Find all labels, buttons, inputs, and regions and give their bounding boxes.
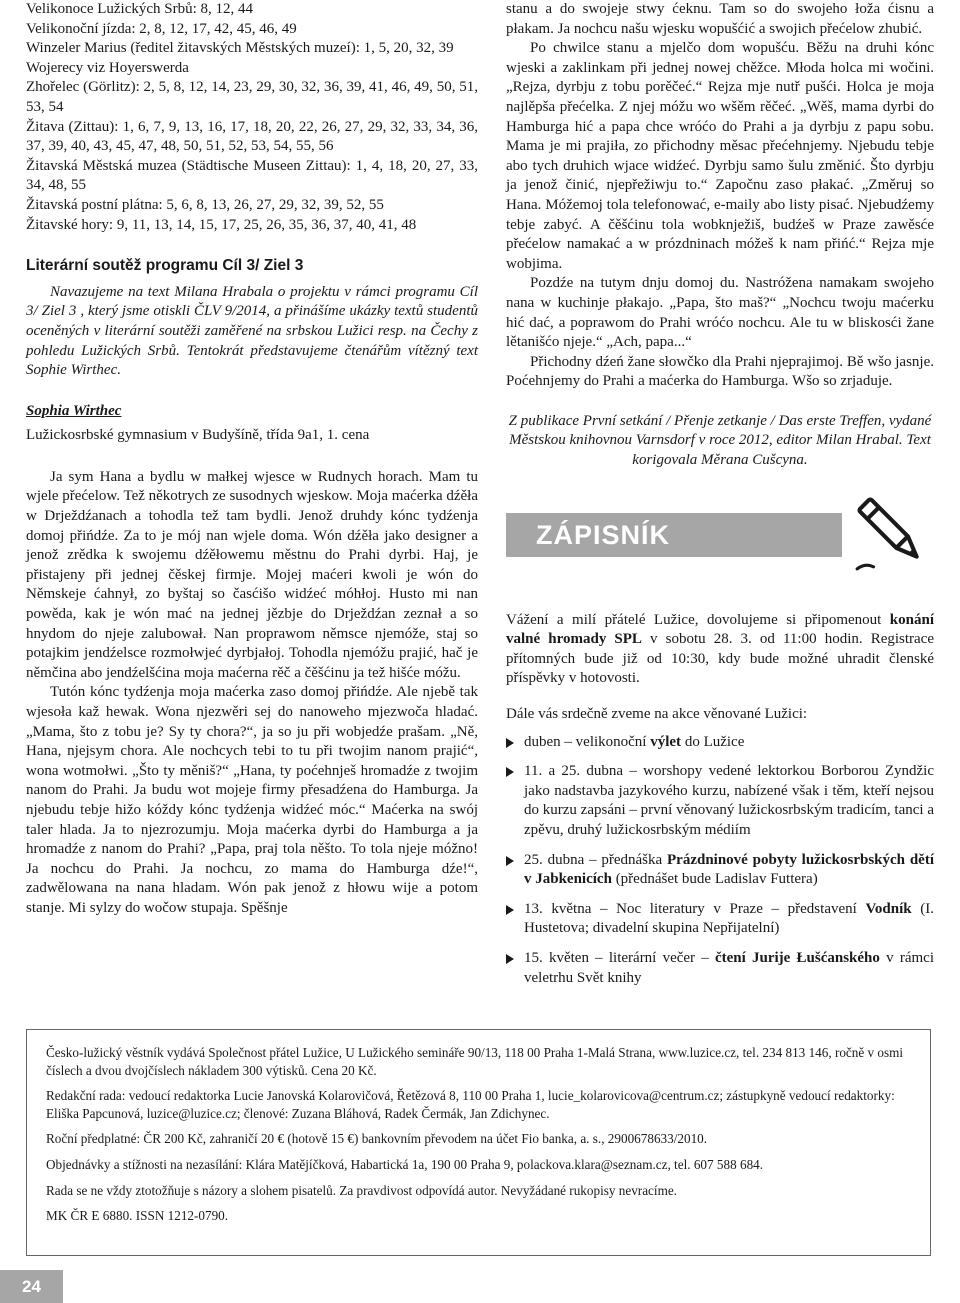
article-paragraph: Tutón kónc tydźenja moja maćerka zaso domoj přińdźe. Ale njebě tak wjesoła kaž hewak. Wona njezwěri sej do nanoweho mjezwoča hladać. „Mama, što z tobu je? Sy ty chora?“, ja so ju při wobjedźe prašam. „Ně, Hana, njejsym chora. Ale nochcych tebi to tu při twojim nanom prajić“, wona wotmołwi. „Što ty měniš?“ „Hana, ty poćehnješ hromadźe z twojim nanom do Prahi. Ja budu wot mojeje firmy přesadźena do Hamburga. Ja njebudu tebje hižo kóždy kónc tydźenja widźeć móc.“ Maćerka na swój taler hlada. Ja to njezrozumju. Moja maćerka dyrbi do Hamburga a ja hromadźe z nanom do Prahi? „Papa, praj tola něšto. To tola njeje móžno! Ja nochcu do Prahi. Ja nochcu, zo mama do Hamburga dźe!“, zadwělowana na nana hladam. Wón pak jenož z hłowu wije a potom stanje. Mi sylzy do wočow stupaja. Spěšnje (26, 684, 478, 916)
list-item: 15. květen – literární večer – čtení Jurije Łušćanského v rámci veletrhu Svět knihy (506, 949, 934, 988)
zapisnik-header (506, 499, 934, 591)
zapisnik-title: ZÁPISNÍK (506, 513, 842, 557)
imprint-box (26, 1029, 931, 1256)
imprint-line: MK ČR E 6880. ISSN 1212-0790. (46, 1208, 229, 1224)
article-paragraph: stanu a do swojeje stwy ćeknu. Tam so do swojeho łoža ćisnu a płakam. Ja nochcu našu wjesku wopušćić a swojich přećelow zhubić. (506, 1, 934, 37)
article-school: Lužickosrbské gymnasium v Budyšíně, třída 9a1, 1. cena (26, 427, 370, 444)
pen-icon (851, 491, 933, 573)
triangle-bullet-icon (506, 954, 514, 964)
index-entry: Velikonoční jízda: 2, 8, 12, 17, 42, 45, 46, 49 (26, 20, 297, 37)
list-item: 13. května – Noc literatury v Praze – představení Vodník (I. Hustetova; divadelní skupina Nepřijatelní) (506, 900, 934, 939)
index-entry: Zhořelec (Görlitz): 2, 5, 8, 12, 14, 23, 29, 30, 32, 36, 39, 41, 46, 49, 50, 51, 53, 54 (26, 79, 478, 115)
imprint-line: Česko-lužický věstník vydává Společnost přátel Lužice, U Lužického semináře 90/13, 118 00 Praha 1-Malá Strana, www.luzice.cz, tel. 234 813 146, ročně v osmi číslech a dvou dvojčíslech nákladem 300 výtisků. Cena 20 Kč. (46, 1045, 904, 1078)
imprint-line: Objednávky a stížnosti na nezasílání: Klára Matějíčková, Habartická 1a, 190 00 Praha 9, polackova.klara@seznam.cz, tel. 607 588 684. (46, 1156, 764, 1172)
triangle-bullet-icon (506, 767, 514, 777)
index-entry: Velikonoce Lužických Srbů: 8, 12, 44 (26, 1, 254, 17)
imprint-line: Rada se ne vždy ztotožňuje s názory a slohem pisatelů. Za pravdivost odpovídá autor. Nevyžádané rukopisy nevracíme. (46, 1182, 677, 1198)
imprint-line: Redakční rada: vedoucí redaktorka Lucie Janovská Kolarovičová, Řetězová 8, 110 00 Praha 1, lucie_kolarovicova@centrum.cz; zástupkyně vedoucí redaktorky: Eliška Papcunová, luzice@luzice.cz; členové: Zuzana Bláhová, Radek Čermák, Jan Zdichynec. (46, 1088, 895, 1121)
events-list (506, 733, 934, 989)
index-entry: Žitavská postní plátna: 5, 6, 8, 13, 26, 27, 29, 32, 39, 52, 55 (26, 196, 384, 213)
left-column (26, 0, 478, 919)
article-source: Z publikace První setkání / Přenje zetkanje / Das erste Treffen, vydané Městskou knihovnou Varnsdorf v roce 2012, editor Milan Hrabal. Text korigovala Měrana Cušcyna. (508, 412, 932, 469)
article-paragraph: Ja sym Hana a bydlu w małkej wjesce w Rudnych horach. Mam tu wjele přećelow. Tež někotrych ze susodnych wjeskow. Moja maćerka dźěła w Drježdźanach a tohodla tež tam bydli. Jenož druhdy kónc tydźenja domoj přińdźe. Za to je mój nan wjele doma. Wón dźěła jako designer a jenož zrědka k swojemu dźěłowemu městnu do Prahi dyrbi. Haj, je přistajeny při jednej čěskej firmje. Mojej maćeri kwoli je wón do Němskeje ćahnył, zo byštaj so časćišo widźeć móhłoj. Husto mi nan powěda, kak je wón mać na jednej jězbje do Drježdźan zeznał a so hnydom do njeje zalubował. Nan proprawom němsce njemóže, staj so potajkim jendźelsce rozmołwjeć dyrbjałoj. Tohodla njemóžu prajić, hač je němčina abo jendźelšćina moja maćerna rěč a čěšćinu ja tež hišće móžu. (26, 468, 478, 681)
article-paragraph: Pozdźe na tutym dnju domoj du. Nastróžena namakam swojeho nana w kuchinje płakajo. „Papa, što maš?“ „Nochcu twoju maćerku hić dać, a poprawom do Prahi wróćo nochcu. Ale tu w bliskosći žane lětanišćo njeje.“ „Ach, papa...“ (506, 275, 934, 351)
triangle-bullet-icon (506, 905, 514, 915)
index-entry: Žitava (Zittau): 1, 6, 7, 9, 13, 16, 17, 18, 20, 22, 26, 27, 29, 32, 33, 34, 36, 37, 39, 40, 43, 45, 47, 48, 50, 51, 52, 53, 54, 55, 56 (26, 118, 478, 155)
page-number: 24 (0, 1270, 63, 1303)
article-author: Sophia Wirthec (26, 402, 122, 419)
imprint-line: Roční předplatné: ČR 200 Kč, zahraničí 20 € (hotově 15 €) bankovním převodem na účet Fio banka, a. s., 2900678633/2010. (46, 1131, 708, 1147)
index-entry: Winzeler Marius (ředitel žitavských Městských muzeí): 1, 5, 20, 32, 39 (26, 40, 454, 57)
index-entry: Žitavské hory: 9, 11, 13, 14, 15, 17, 25, 26, 35, 36, 37, 40, 41, 48 (26, 216, 417, 233)
article-paragraph: Přichodny dźeń žane słowčko dla Prahi njeprajimoj. Bě wšo jasnje. Poćehnjemy do Prahi a maćerka do Hamburga. Wšo so zrjaduje. (506, 353, 934, 390)
article-intro: Navazujeme na text Milana Hrabala o projektu v rámci programu Cíl 3/ Ziel 3 , který jsme otiskli ČLV 9/2014, a přinášíme ukázky textů studentů oceněných v literární soutěži zaměřené na srbskou Lužici resp. na Čechy z pohledu Lužických Srbů. Tentokrát představujeme čtenářům vítězný text Sophie Wirthec. (26, 283, 478, 379)
meeting-notice: Vážení a milí přátelé Lužice, dovolujeme si připomenout konání valné hromady SPL v sobotu 28. 3. od 11:00 hodin. Registrace přítomných bude již od 10:30, kdy bude možné uhradit členské příspěvky v hotovosti. (506, 611, 934, 687)
list-item: 11. a 25. dubna – worshopy vedené lektorkou Borborou Zyndžic jako nadstavba jazykového kurzu, nabízené však i těm, kteří nejsou do kurzu zapsáni – první věnovaný lužickosrbským tradicím, tanci a zpěvu, druhý lužickosrbským médiím (506, 762, 934, 840)
right-column (506, 0, 934, 998)
article-heading: Literární soutěž programu Cíl 3/ Ziel 3 (26, 257, 304, 275)
events-intro: Dále vás srdečně zveme na akce věnované Lužici: (506, 706, 808, 723)
index-entry: Wojerecy viz Hoyerswerda (26, 59, 189, 76)
place-index (26, 0, 478, 235)
list-item: duben – velikonoční výlet do Lužice (506, 733, 934, 753)
list-item: 25. dubna – přednáška Prázdninové pobyty lužickosrbských dětí v Jabkenicích (přednášet bude Ladislav Futtera) (506, 851, 934, 890)
index-entry: Žitavská Městská muzea (Städtische Museen Zittau): 1, 4, 18, 20, 27, 33, 34, 48, 55 (26, 157, 478, 194)
triangle-bullet-icon (506, 856, 514, 866)
article-paragraph: Po chwilce stanu a mjelčo dom wopušću. Běžu na druhi kónc wjeski a zaklinkam při jednej nowej chěžce. Młoda holca mi wočini. „Rejza, dyrbju z tobu porěčeć.“ Rejza mje nutř pušći. Holca je moja najlěpša přećelka. Z njej móžu wo wšěm rěčeć. „Wěš, mama dyrbi do Hamburga hić a papa chce wróćo do Prahi a ja dyrbju z papu sobu. Mama je mi prajiła, zo přichodny měsac přećehnjemy. Njebudu tebje abo tych druhich wjace widźeć. Dyrbju samo šulu změnić. Što dyrbju ja jenož činić, njepřežiwju to.“ Započnu zaso płakać. „Změruj so Hana. Móžemoj tola telefonować, e-maily abo listy pisać. Njebudźemy tebje zabyć. A čěšćinu tola wobknježiš, budźeš w Praze zawěsće přećelow namakać a w prózdninach móžeš k nam přińć.“ Rejza mje wobjima. (506, 40, 934, 272)
triangle-bullet-icon (506, 738, 514, 748)
